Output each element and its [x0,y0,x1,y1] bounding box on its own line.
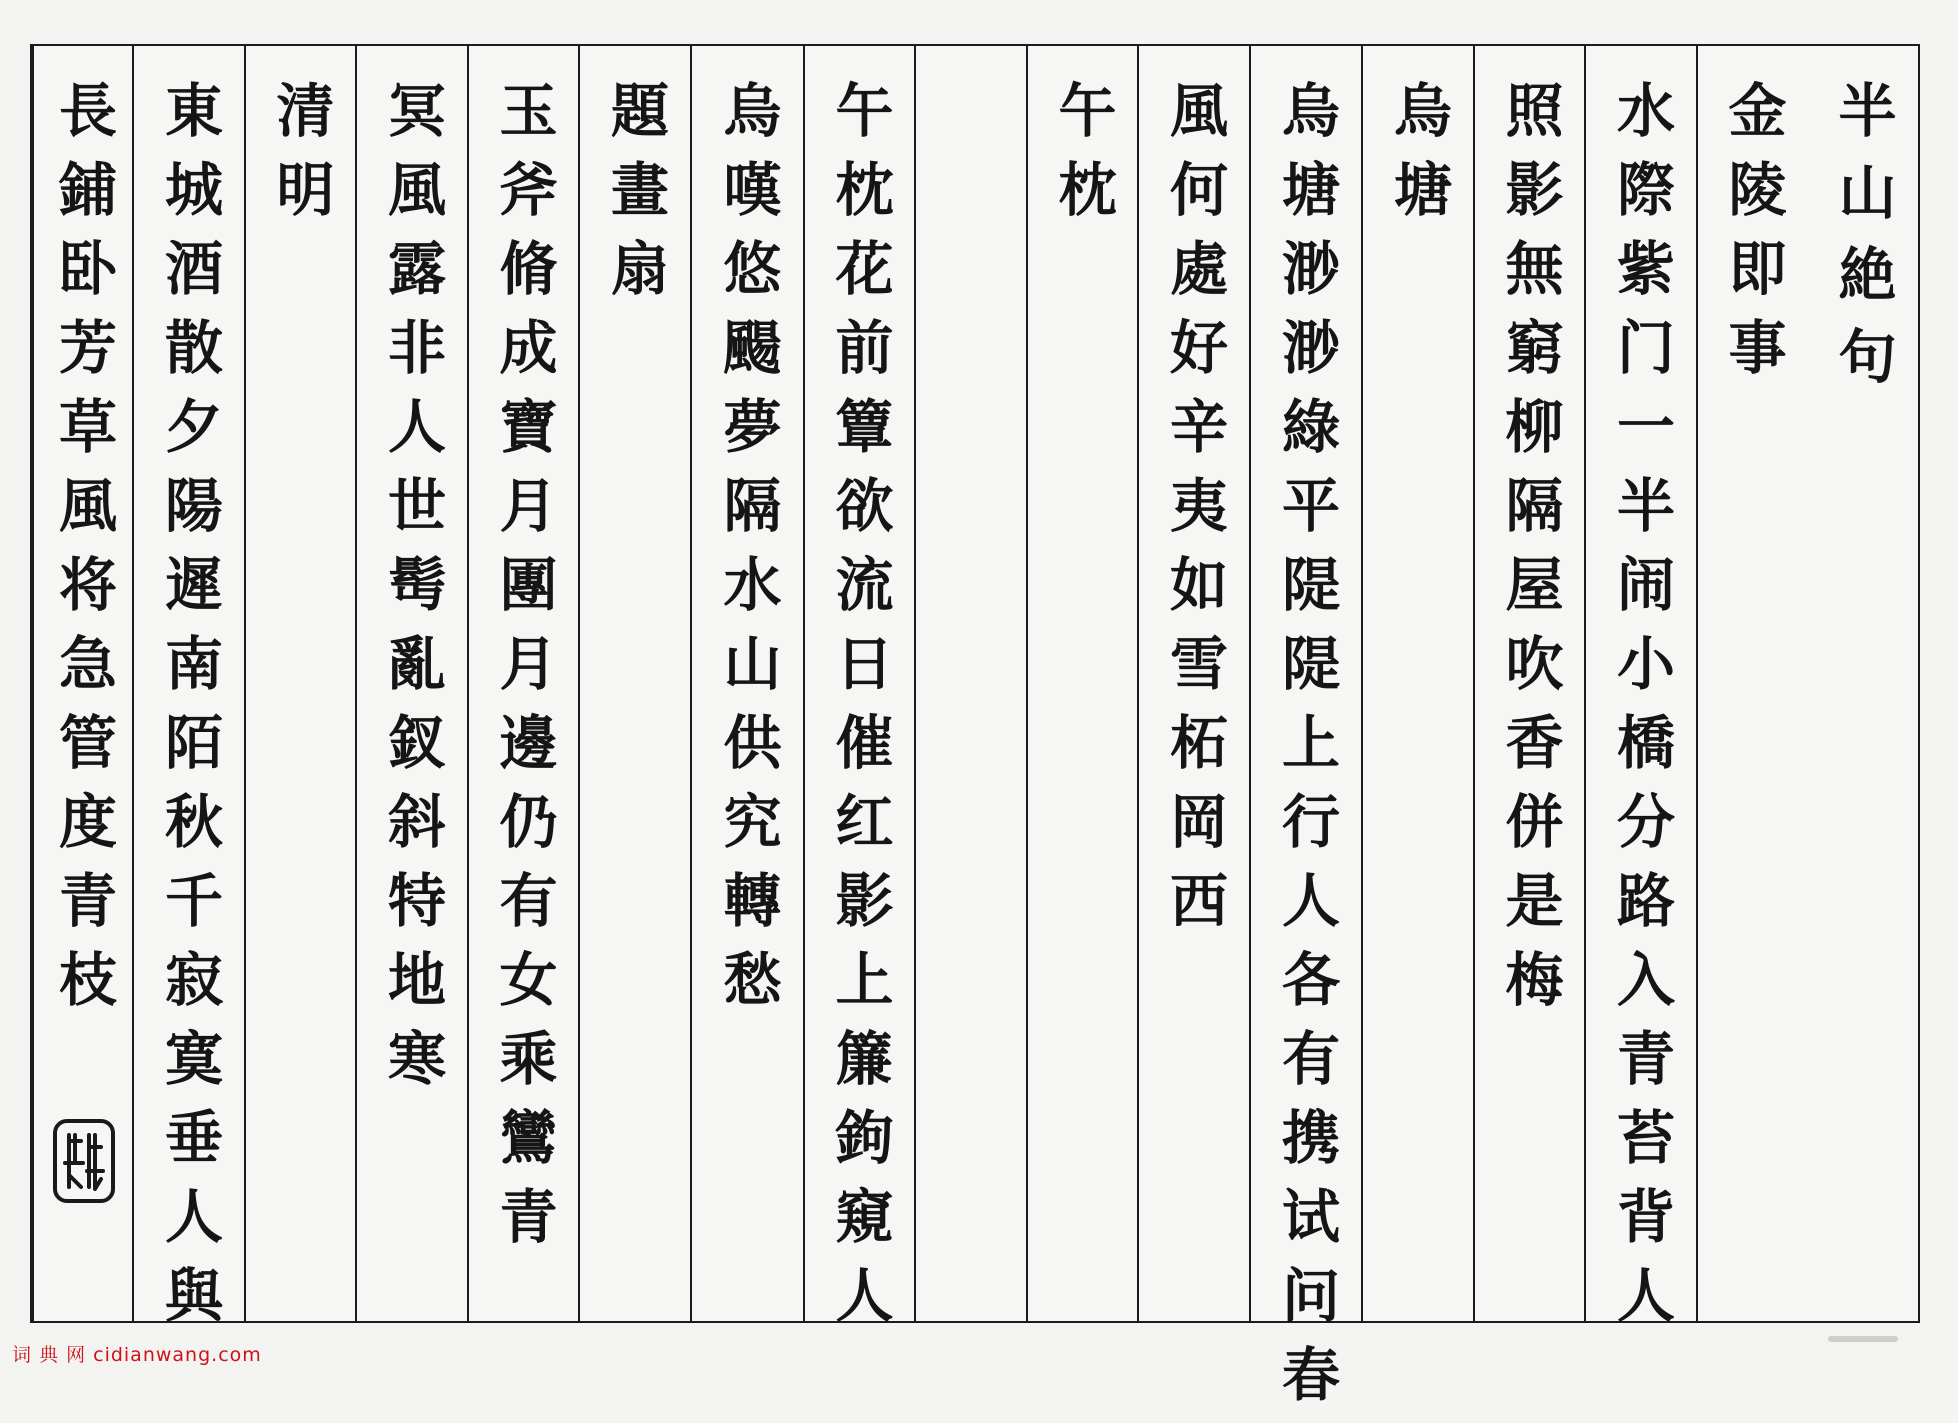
column-10-text: 午枕花前簟欲流日催红影上簾鉤窺人 [825,80,894,1344]
column-16-text: 東城酒散夕陽遲南陌秋千寂寞垂人與 [155,80,223,1344]
column-4-text: 照影無窮柳隔屋吹香併是梅 [1495,80,1564,1028]
column-3-text: 水際紫门一半闹小橋分路入青苔背人 [1607,80,1675,1344]
column-4 [1473,46,1584,1321]
column-15-text: 清明 [266,80,335,238]
column-7-text: 風何處好辛夷如雪柘岡西 [1160,80,1228,949]
column-11-text: 烏嘆悠颺夢隔水山供究轉愁 [713,80,782,1028]
column-13 [467,46,578,1321]
column-6-text: 烏塘渺渺綠平隄隄上行人各有携试问春 [1272,80,1340,1423]
column-3 [1584,46,1696,1344]
column-1 [1807,46,1918,1321]
column-14 [355,46,467,1321]
column-16 [132,46,244,1344]
column-15 [244,46,355,1321]
column-7 [1137,46,1249,1321]
column-12 [578,46,690,1321]
column-1-text: 半山絶句 [1828,80,1897,408]
column-12-text: 題畫扇 [601,80,669,317]
column-13-text: 玉斧脩成寶月團月邊仍有女乘鸞青 [489,80,558,1265]
column-8-text: 午枕 [1048,80,1117,238]
column-5 [1361,46,1473,1321]
site-watermark: 词 典 网 cidianwang.com [12,1344,262,1366]
column-11 [690,46,803,1321]
column-10 [803,46,914,1344]
column-17 [32,46,132,1321]
seal-glyph-icon [61,1127,107,1195]
column-17-text: 長鋪卧芳草風将急管度青枝 [49,80,117,1028]
column-8 [1026,46,1137,1321]
column-2-text: 金陵即事 [1718,80,1787,396]
column-9 [914,46,1026,1321]
column-2 [1696,46,1807,1321]
column-5-text: 烏塘 [1384,80,1452,238]
corner-mark [1828,1336,1898,1342]
column-14-text: 冥風露非人世髩亂釵斜特地寒 [378,80,446,1107]
seal-stamp [53,1119,115,1203]
column-6 [1249,46,1361,1423]
